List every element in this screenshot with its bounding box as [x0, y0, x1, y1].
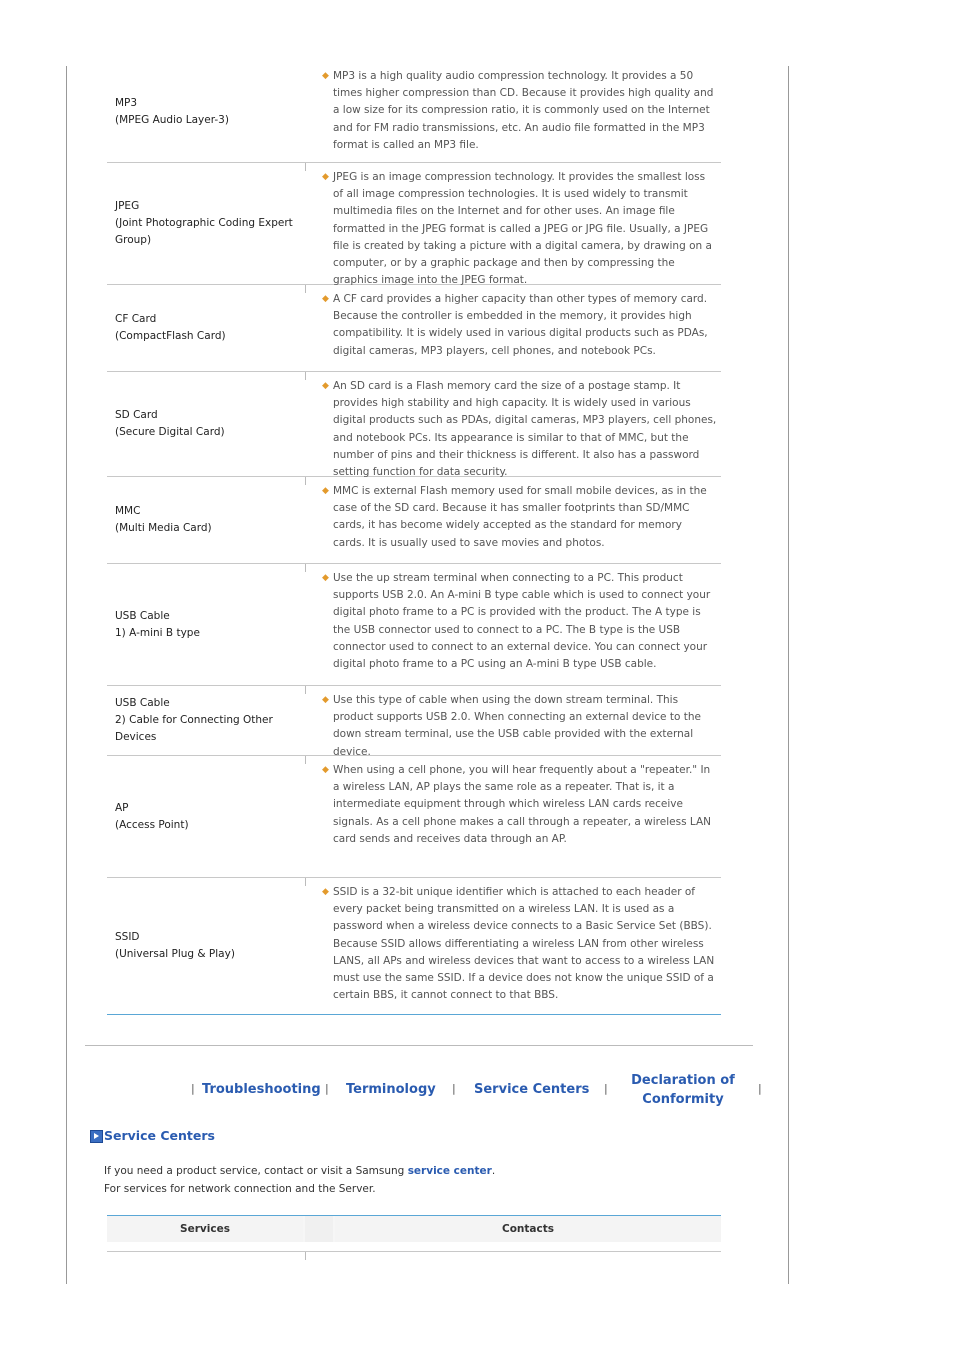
term-row	[107, 686, 721, 756]
section-navigation	[0, 1070, 954, 1110]
diamond-bullet-icon: ◆	[322, 71, 329, 81]
term-description-text: An SD card is a Flash memory card the size of a postage stamp. It provides high stability and high capacity. It is widely used in various digital products such as PDAs, digital cameras, MP3 players, cell phones, and notebook PCs. Its appearance is similar to that of MMC, but the number of pins and their thickness is different. It also has a password setting function for data security.	[333, 380, 717, 479]
term-name-line: AP	[115, 801, 129, 814]
term-row	[107, 756, 721, 878]
term-name	[115, 163, 303, 284]
nav-link-troubleshooting[interactable]: Troubleshooting	[202, 1082, 321, 1097]
section-title: Service Centers	[104, 1128, 215, 1143]
term-description-text: MP3 is a high quality audio compression technology. It provides a 50 times higher compression than CD. Because it provides high quality and a low size for its compression ratio, it is commonly used on the Internet and for FM radio transmissions, etc. An audio file formatted in the MP3 format is called an MP3 file.	[333, 70, 714, 151]
section-divider	[85, 1045, 753, 1046]
term-name-line: JPEG	[115, 200, 140, 212]
diamond-bullet-icon: ◆	[322, 294, 329, 304]
nav-link-terminology[interactable]: Terminology	[346, 1082, 436, 1097]
term-description	[322, 68, 717, 154]
nav-separator: |	[325, 1082, 329, 1095]
term-name-line: SD Card	[115, 409, 158, 421]
term-description-text: Use this type of cable when using the down stream terminal. This product supports USB 2.0. When connecting an external device to the down stream terminal, use the USB cable provided with the external device.	[333, 694, 701, 758]
term-name-line: USB Cable	[115, 609, 170, 622]
term-name-line: (MPEG Audio Layer-3)	[115, 114, 229, 126]
term-name-line: SSID	[115, 931, 140, 943]
term-name-line: (Universal Plug & Play)	[115, 948, 235, 960]
term-description-text: JPEG is an image compression technology. It provides the smallest loss of all image compression technologies. It is used widely to transmit multimedia files on the Internet and for other uses. An image file formatted in the JPEG format is called a JPEG or JPG file. Usually, a JPEG file is created by taking a picture with a digital camera, by drawing on a computer, or by a graphic package and then by compressing the graphics image into the JPEG format.	[333, 171, 712, 287]
term-description	[322, 762, 717, 848]
term-name	[115, 372, 303, 476]
term-description	[322, 570, 717, 673]
term-description-text: MMC is external Flash memory used for small mobile devices, as in the case of the SD card. Because it has smaller footprints than SD/MMC cards, it has become widely accepted as the standard for memory cards. It is usually used to save movies and photos.	[333, 485, 707, 549]
nav-separator: |	[604, 1082, 608, 1095]
term-description	[322, 378, 717, 481]
term-name	[115, 285, 303, 371]
diamond-bullet-icon: ◆	[322, 381, 329, 391]
section-arrow-icon	[90, 1130, 103, 1143]
term-name-line: (Joint Photographic Coding Expert Group)	[115, 217, 293, 246]
nav-separator: |	[452, 1082, 456, 1095]
term-name-line: MP3	[115, 97, 138, 109]
term-name	[115, 477, 303, 563]
term-description	[322, 692, 717, 761]
term-name-line: MMC	[115, 505, 141, 517]
term-description-text: When using a cell phone, you will hear frequently about a "repeater." In a wireless LAN, AP plays the same role as a repeater. That is, it a intermediate equipment through which wireless LAN cards receive signals. As a cell phone makes a call through a repeater, a wireless LAN card sends and receives data through an AP.	[333, 764, 712, 845]
column-tick	[305, 756, 306, 764]
services-table-tick	[305, 1252, 306, 1260]
term-name-line: (CompactFlash Card)	[115, 330, 226, 342]
column-tick	[305, 878, 306, 886]
nav-link-declaration-of-conformity[interactable]	[628, 1071, 738, 1109]
term-description	[322, 884, 717, 1004]
nav-link-service-centers[interactable]: Service Centers	[474, 1082, 590, 1097]
column-tick	[305, 372, 306, 380]
term-row	[107, 163, 721, 285]
term-row	[107, 477, 721, 564]
diamond-bullet-icon: ◆	[322, 172, 329, 182]
term-name	[115, 686, 303, 755]
intro-period: .	[491, 1165, 496, 1177]
services-column-header: Services	[107, 1216, 303, 1242]
term-name-line: 1) A-mini B type	[115, 626, 200, 639]
term-name-line: (Secure Digital Card)	[115, 426, 225, 438]
services-table-header	[107, 1215, 721, 1242]
term-name-line: CF Card	[115, 313, 157, 325]
term-description	[322, 291, 717, 360]
nav-declaration-line-1: Declaration of	[631, 1073, 735, 1088]
service-center-link[interactable]: service center	[407, 1165, 492, 1177]
column-tick	[305, 564, 306, 572]
diamond-bullet-icon: ◆	[322, 695, 329, 705]
term-name-line: (Access Point)	[115, 818, 189, 831]
services-table-divider	[107, 1251, 721, 1252]
diamond-bullet-icon: ◆	[322, 486, 329, 496]
term-name-line: USB Cable	[115, 697, 170, 709]
term-name-line: (Multi Media Card)	[115, 522, 212, 534]
term-row	[107, 62, 721, 163]
diamond-bullet-icon: ◆	[322, 765, 329, 775]
term-name	[115, 756, 303, 877]
nav-declaration-line-2: Conformity	[642, 1092, 724, 1107]
contacts-column-header: Contacts	[335, 1216, 721, 1242]
term-name	[115, 62, 303, 162]
column-tick	[305, 477, 306, 485]
term-name-line: 2) Cable for Connecting Other Devices	[115, 714, 273, 743]
header-spacer	[305, 1216, 333, 1242]
term-row	[107, 285, 721, 372]
intro-text: If you need a product service, contact or visit a Samsung	[104, 1165, 408, 1177]
service-intro	[104, 1162, 495, 1198]
term-description-text: Use the up stream terminal when connecting to a PC. This product supports USB 2.0. An A-mini B type cable which is used to connect your digital photo frame to a PC is provided with the product. The A type is the USB connector used to connect to a PC. The B type is the USB connector used to connect to an external device. You can connect your digital photo frame to a PC using an A-mini B type USB cable.	[333, 572, 711, 671]
column-tick	[305, 285, 306, 293]
term-row	[107, 372, 721, 477]
term-row	[107, 564, 721, 686]
intro-text-line-2: For services for network connection and the Server.	[104, 1183, 376, 1195]
term-description	[322, 483, 717, 552]
diamond-bullet-icon: ◆	[322, 887, 329, 897]
term-description	[322, 169, 717, 289]
nav-separator: |	[191, 1082, 195, 1095]
column-tick	[305, 163, 306, 171]
nav-separator: |	[758, 1082, 762, 1095]
term-description-text: SSID is a 32-bit unique identifier which is attached to each header of every packet being transmitted on a wireless LAN. It is used as a password when a wireless device connects to a Basic Service Set (BBS). Because SSID allows differentiating a wireless LAN from other wireless LANS, all APs and wireless devices that want to access to a wireless LAN must use the same SSID. If a device does not know the unique SSID of a certain BBS, it cannot connect to that BBS.	[333, 886, 715, 1002]
diamond-bullet-icon: ◆	[322, 573, 329, 583]
term-name	[115, 564, 303, 685]
column-tick	[305, 686, 306, 694]
term-description-text: A CF card provides a higher capacity than other types of memory card. Because the controller is embedded in the memory, it provides high compatibility. It is widely used in various digital products such as PDAs, digital cameras, MP3 players, cell phones, and notebook PCs.	[333, 293, 708, 357]
term-row	[107, 878, 721, 1015]
term-name	[115, 878, 303, 1014]
terminology-table	[107, 62, 721, 1015]
